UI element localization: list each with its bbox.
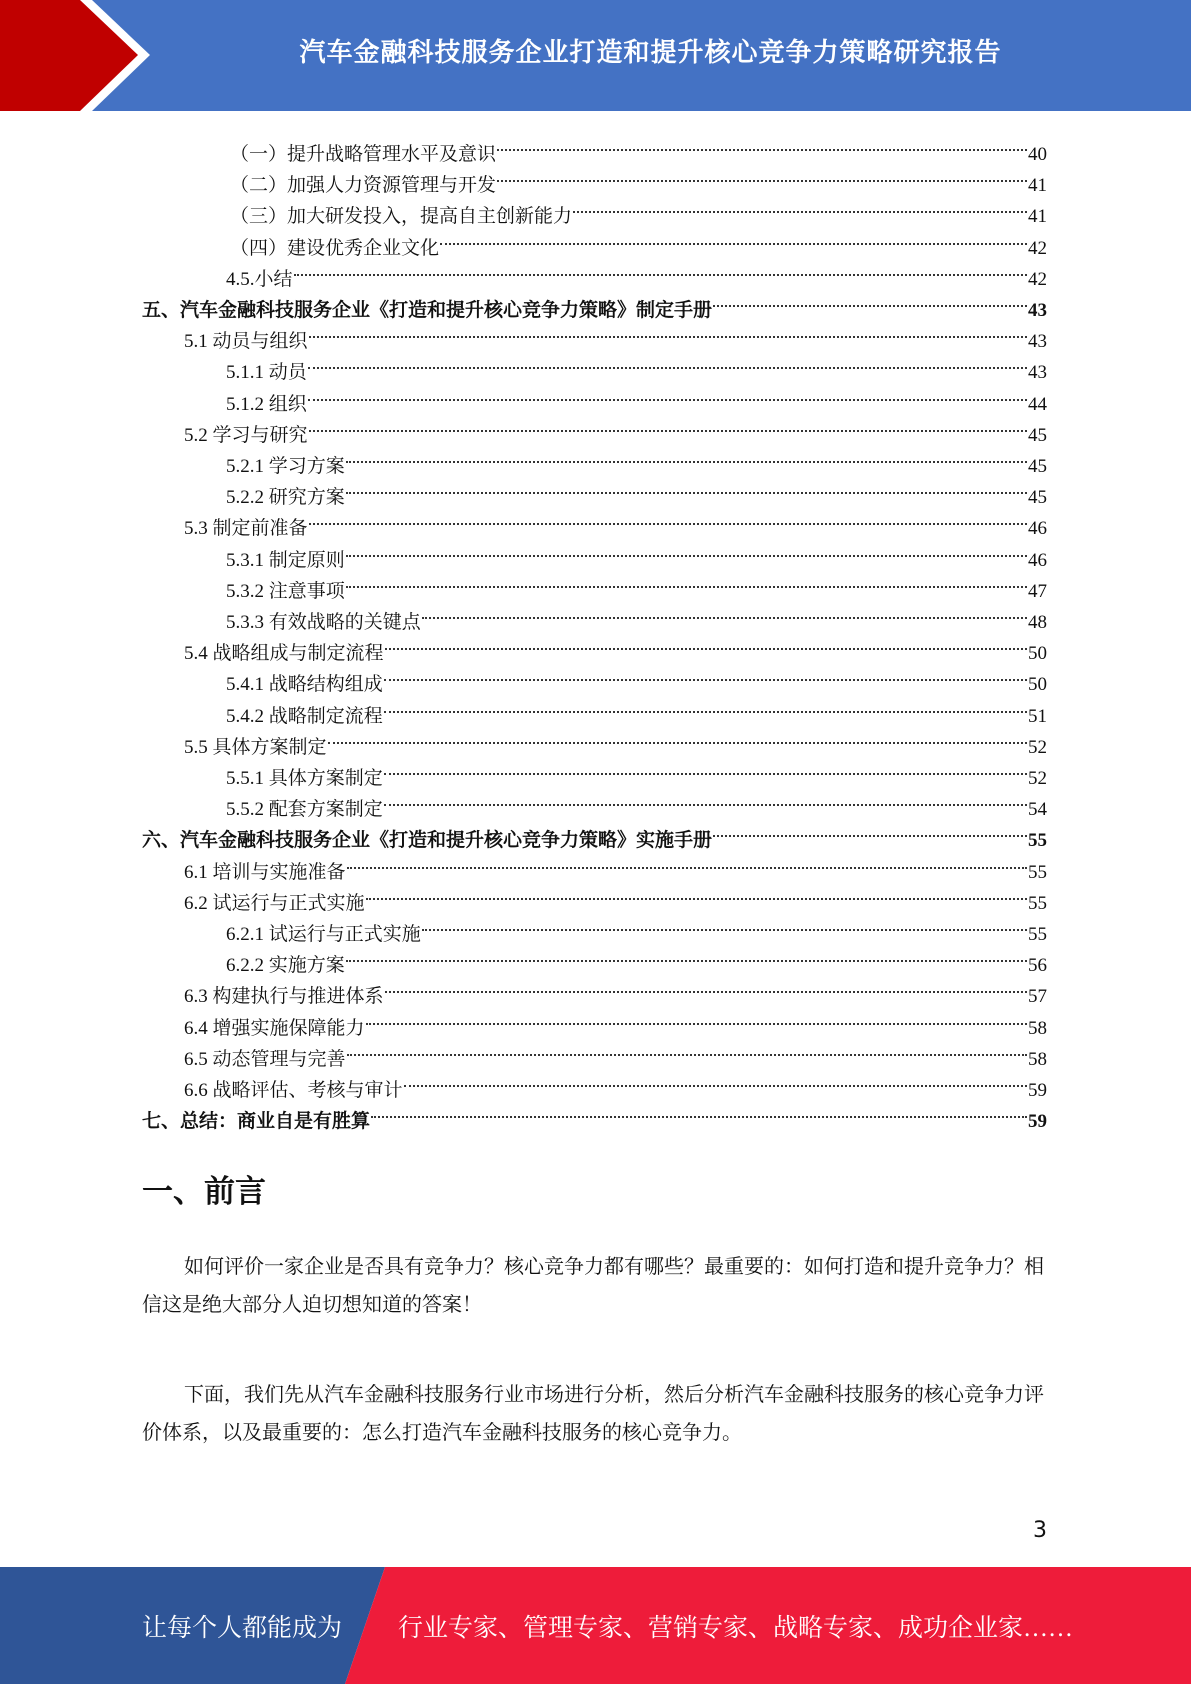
toc-entry-label: （二）加强人力资源管理与开发 (230, 175, 497, 197)
toc-entry-label: 七、总结：商业自是有胜算 (142, 1111, 371, 1133)
toc-leader-dots (309, 492, 1027, 525)
toc-leader-dots (497, 118, 1027, 151)
toc-entry-page: 47 (1028, 580, 1047, 602)
page-footer (0, 1567, 1191, 1684)
toc-entry-page: 55 (1028, 830, 1047, 852)
toc-entry-label: 5.3.1 制定原则 (226, 549, 345, 571)
toc-entry-label: （一）提升战略管理水平及意识 (230, 144, 497, 165)
toc-leader-dots (422, 898, 1027, 931)
toc-entry-label: 6.2 试运行与正式实施 (184, 892, 365, 914)
toc-leader-dots (440, 212, 1027, 245)
toc-entry-page: 55 (1028, 892, 1047, 914)
toc-entry-label: 6.6 战略评估、考核与审计 (184, 1080, 403, 1101)
toc-entry-page: 50 (1028, 674, 1047, 696)
toc-leader-dots (713, 274, 1027, 307)
toc-leader-dots (347, 836, 1027, 869)
toc-entry-label: （四）建设优秀企业文化 (230, 237, 440, 259)
toc-entry-label: 5.2.2 研究方案 (226, 487, 345, 509)
toc-entry-label: 六、汽车金融科技服务企业《打造和提升核心竞争力策略》实施手册 (142, 830, 713, 852)
report-title: 汽车金融科技服务企业打造和提升核心竞争力策略研究报告 (299, 37, 1002, 68)
toc-leader-dots (308, 368, 1027, 401)
toc-leader-dots (573, 180, 1027, 213)
toc-leader-dots (366, 867, 1027, 900)
footer-slogan-left: 让每个人都能成为 (142, 1614, 343, 1642)
toc-entry-page: 42 (1028, 268, 1047, 290)
toc-leader-dots (713, 804, 1027, 837)
toc-leader-dots (294, 243, 1027, 276)
toc-entry-label: 6.2.1 试运行与正式实施 (226, 924, 421, 945)
toc-entry-page: 51 (1028, 705, 1047, 727)
paragraph-2: 下面，我们先从汽车金融科技服务行业市场进行分析，然后分析汽车金融科技服务的核心竞争力评价体系，以及最重要的：怎么打造汽车金融科技服务的核心竞争力。 (142, 1384, 1044, 1444)
toc-leader-dots (346, 461, 1027, 494)
toc-entry-label: 5.3.2 注意事项 (226, 580, 345, 602)
toc-entry-page: 52 (1028, 736, 1047, 758)
toc-entry-label: 5.2.1 学习方案 (226, 456, 345, 477)
page-number: 3 (1033, 1518, 1047, 1543)
toc-leader-dots (404, 1054, 1027, 1087)
toc-entry-label: 5.1 动员与组织 (184, 331, 308, 353)
toc-leader-dots (384, 773, 1027, 806)
toc-entry-label: （三）加大研发投入，提高自主创新能力 (230, 206, 573, 228)
toc-entry-page: 43 (1028, 331, 1047, 353)
toc-entry-page: 42 (1028, 237, 1047, 259)
toc-leader-dots (309, 399, 1027, 432)
toc-entry-label: 五、汽车金融科技服务企业《打造和提升核心竞争力策略》制定手册 (142, 300, 713, 321)
toc-entry-page: 54 (1028, 799, 1047, 821)
toc-entry-label: 5.4.1 战略结构组成 (226, 674, 383, 696)
toc-leader-dots (309, 305, 1027, 338)
toc-entry-label: 5.5.2 配套方案制定 (226, 799, 383, 821)
toc-leader-dots (384, 648, 1027, 681)
toc-entry-page: 56 (1028, 955, 1047, 977)
toc-entry-label: 6.3 构建执行与推进体系 (184, 986, 384, 1008)
toc-leader-dots (497, 149, 1027, 182)
toc-entry-page: 45 (1028, 487, 1047, 509)
toc-entry-page: 58 (1028, 1017, 1047, 1039)
toc-entry-page: 46 (1028, 549, 1047, 571)
toc-entry-label: 5.5 具体方案制定 (184, 736, 327, 758)
toc-leader-dots (347, 1023, 1027, 1056)
section-heading: 一、前言 (142, 1174, 266, 1210)
toc-entry-label: 5.5.1 具体方案制定 (226, 768, 383, 789)
footer-slogan-right: 行业专家、管理专家、营销专家、战略专家、成功企业家…… (398, 1614, 1074, 1642)
toc-leader-dots (422, 586, 1027, 619)
toc-entry-label: 5.4 战略组成与制定流程 (184, 643, 384, 665)
toc-entry-page: 59 (1028, 1080, 1047, 1101)
toc-entry[interactable] (142, 1094, 1047, 1133)
toc-entry-page: 41 (1028, 175, 1047, 197)
toc-entry-page: 46 (1028, 518, 1047, 540)
toc-entry-label: 5.3.3 有效战略的关键点 (226, 612, 421, 633)
toc-leader-dots (366, 992, 1027, 1025)
toc-entry-page: 52 (1028, 768, 1047, 789)
toc-entry-page: 57 (1028, 986, 1047, 1008)
page-header (0, 0, 1191, 111)
toc-leader-dots (328, 711, 1027, 744)
toc-entry-page: 45 (1028, 456, 1047, 477)
toc-entry-label: 5.2 学习与研究 (184, 424, 308, 446)
toc-entry-label: 6.1 培训与实施准备 (184, 861, 346, 883)
toc-entry-page: 59 (1028, 1111, 1047, 1133)
toc-entry-page: 48 (1028, 612, 1047, 633)
toc-entry-label: 4.5.小结 (226, 268, 293, 290)
toc-entry-page: 55 (1028, 924, 1047, 945)
toc-leader-dots (384, 742, 1027, 775)
toc-entry-page: 55 (1028, 861, 1047, 883)
toc-entry-label: 6.5 动态管理与完善 (184, 1048, 346, 1070)
toc-entry-label: 5.4.2 战略制定流程 (226, 705, 383, 727)
toc-leader-dots (371, 1085, 1027, 1118)
toc-leader-dots (385, 617, 1027, 650)
toc-entry-page: 41 (1028, 206, 1047, 228)
toc-entry-label: 6.2.2 实施方案 (226, 955, 345, 977)
toc-leader-dots (385, 960, 1027, 993)
toc-entry-page: 58 (1028, 1048, 1047, 1070)
toc-entry-page: 40 (1028, 144, 1047, 165)
toc-entry-label: 5.1.2 组织 (226, 393, 307, 415)
toc-entry-page: 43 (1028, 300, 1047, 321)
toc-leader-dots (346, 430, 1027, 463)
toc-leader-dots (346, 555, 1027, 588)
toc-leader-dots (346, 929, 1027, 962)
toc-entry-label: 6.4 增强实施保障能力 (184, 1017, 365, 1039)
toc-leader-dots (384, 680, 1027, 713)
toc-entry-label: 5.3 制定前准备 (184, 518, 308, 540)
paragraph-1: 如何评价一家企业是否具有竞争力？核心竞争力都有哪些？最重要的：如何打造和提升竞争力？相信这是绝大部分人迫切想知道的答案！ (142, 1256, 1044, 1316)
toc-entry-page: 44 (1028, 393, 1047, 415)
toc-entry-label: 5.1.1 动员 (226, 362, 307, 384)
toc-entry-page: 43 (1028, 362, 1047, 384)
toc-leader-dots (308, 336, 1027, 369)
toc-entry-page: 50 (1028, 643, 1047, 665)
toc-entry-page: 45 (1028, 424, 1047, 446)
header-chevron-decoration (0, 0, 160, 111)
toc-leader-dots (346, 524, 1027, 557)
